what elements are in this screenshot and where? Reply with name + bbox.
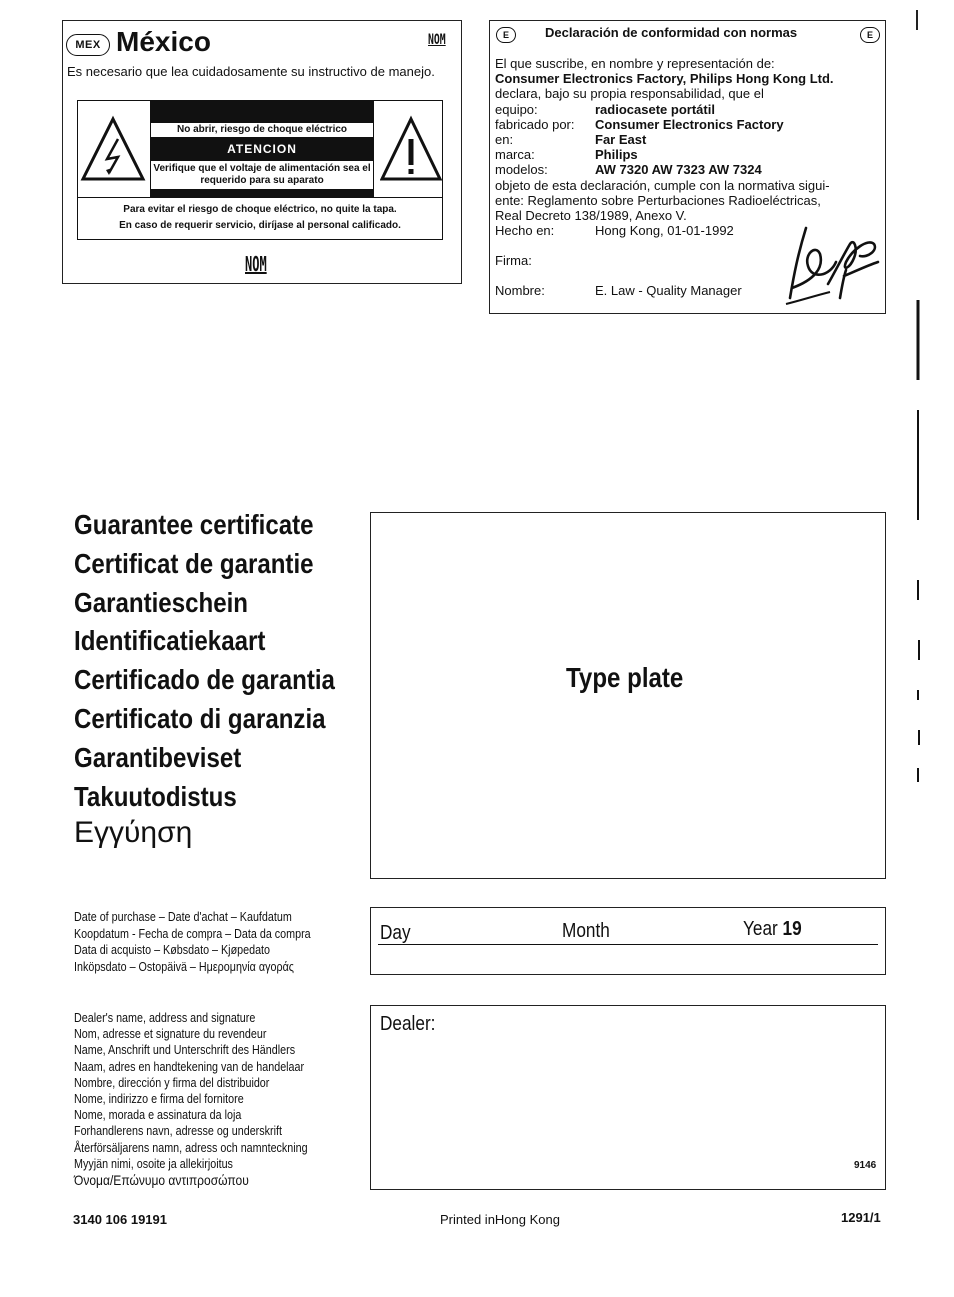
guarantee-title: Identificatiekaart [74, 625, 266, 657]
dealer-label: Dealer's name, address and signature [74, 1011, 256, 1025]
declaration-declares: declara, bajo su propia responsabilidad, que el [495, 86, 764, 102]
guarantee-title: Garantieschein [74, 586, 248, 618]
mexico-title: México [116, 26, 211, 57]
warning-verify-voltage: Verifique que el voltaje de alimentación sea el requerido para su aparato [150, 160, 374, 190]
dealer-label: Nom, adresse et signature du revendeur [74, 1027, 267, 1042]
date-underline [378, 944, 878, 945]
guarantee-title: Garantibeviset [74, 741, 242, 773]
warning-bottom-line2: En caso de requerir servicio, diríjase al personal calificado. [119, 220, 401, 231]
guarantee-title: Certificat de garantie [74, 547, 314, 579]
dealer-box-code: 9146 [854, 1160, 877, 1171]
declaration-signature-row: Firma: [495, 253, 532, 269]
dealer-label: Nombre, dirección y firma del distribuidor [74, 1075, 270, 1090]
declaration-field: equipo: radiocasete portátil [495, 101, 715, 117]
dealer-field-label: Dealer: [380, 1013, 436, 1035]
mex-badge: MEX [66, 34, 110, 56]
warning-service-text [80, 202, 440, 234]
dealer-label: Återförsäljarens namn, adress och namnteckning [74, 1140, 308, 1155]
declaration-conformity: Real Decreto 138/1989, Anexo V. [495, 207, 687, 223]
declaration-title: Declaración de conformidad con normas [545, 25, 798, 40]
declaration-field: fabricado por: Consumer Electronics Factory [495, 116, 784, 132]
warning-bottom-line1: Para evitar el riesgo de choque eléctrico, no quite la tapa. [123, 204, 397, 215]
purchase-date-field[interactable] [370, 907, 886, 975]
guarantee-title: Certificato di garanzia [74, 702, 326, 734]
warning-divider [77, 197, 443, 198]
mexico-instruction: Es necesario que lea cuidadosamente su instructivo de manejo. [67, 64, 435, 79]
dealer-field[interactable] [370, 1005, 886, 1190]
warning-atencion: ATENCION [227, 142, 297, 156]
declaration-field: marca: Philips [495, 147, 638, 163]
purchase-date-label: Inköpsdato – Ostopäivä – Ημερομηνία αγοράς [74, 959, 294, 974]
dealer-label: Forhandlerens navn, adresse og underskrift [74, 1124, 282, 1139]
warning-do-not-open: No abrir, riesgo de choque eléctrico [150, 122, 374, 138]
handwritten-signature-icon [784, 214, 884, 310]
electric-shock-warning-icon [80, 115, 146, 183]
purchase-date-label: Date of purchase – Date d'achat – Kaufdatum [74, 910, 292, 924]
month-label: Month [562, 920, 610, 942]
e-mark-left: E [496, 27, 516, 43]
guarantee-title: Takuutodistus [74, 780, 237, 812]
guarantee-title: Guarantee certificate [74, 509, 314, 540]
footer-part-number: 3140 106 19191 [73, 1212, 167, 1227]
nom-mark-top: NOM [428, 32, 446, 48]
dealer-labels [74, 1010, 308, 1188]
dealer-label: Όνομα/Επώνυμο αντιπροσώπου [74, 1172, 249, 1189]
declaration-conformity: ente: Reglamento sobre Perturbaciones Radioeléctricas, [495, 192, 821, 208]
dealer-label: Nome, indirizzo e firma del fornitore [74, 1092, 244, 1107]
dealer-label: Nome, morada e assinatura da loja [74, 1108, 242, 1123]
declaration-made-in: Hecho en: Hong Kong, 01-01-1992 [495, 223, 734, 239]
dealer-label: Naam, adres en handtekening van de handelaar [74, 1059, 305, 1074]
type-plate-label: Type plate [566, 662, 684, 693]
guarantee-title: Certificado de garantia [74, 664, 335, 696]
dealer-label: Myyjän nimi, osoite ja allekirjoitus [74, 1156, 233, 1171]
purchase-date-label: Data di acquisto – Købsdato – Kjøpedato [74, 943, 271, 957]
caution-exclamation-icon [380, 115, 442, 183]
footer-date-code: 1291/1 [841, 1210, 881, 1225]
scan-edge-marks [912, 0, 924, 1297]
guarantee-title-greek: Εγγύηση [74, 816, 193, 849]
footer-printed-in: Printed inHong Kong [440, 1212, 560, 1227]
year-text: Year [743, 918, 778, 940]
purchase-date-labels [74, 909, 311, 975]
purchase-date-label: Koopdatum - Fecha de compra – Data da compra [74, 926, 311, 941]
declaration-conformity: objeto de esta declaración, cumple con la normativa sigui- [495, 177, 830, 193]
guarantee-titles [74, 506, 335, 816]
e-mark-right: E [860, 27, 880, 43]
declaration-field: modelos: AW 7320 AW 7323 AW 7324 [495, 162, 762, 178]
type-plate-box [370, 512, 886, 879]
dealer-label: Name, Anschrift und Unterschrift des Händlers [74, 1043, 296, 1058]
declaration-name-row: Nombre: E. Law - Quality Manager [495, 283, 742, 299]
declaration-company: Consumer Electronics Factory, Philips Hong Kong Ltd. [495, 71, 834, 87]
declaration-field: en: Far East [495, 131, 647, 147]
declaration-intro: El que suscribe, en nombre y representación de: [495, 56, 775, 71]
day-label: Day [380, 922, 411, 944]
nom-mark-bottom: NOM [245, 252, 267, 276]
year-prefix: 19 [782, 918, 802, 940]
year-label [743, 918, 802, 941]
